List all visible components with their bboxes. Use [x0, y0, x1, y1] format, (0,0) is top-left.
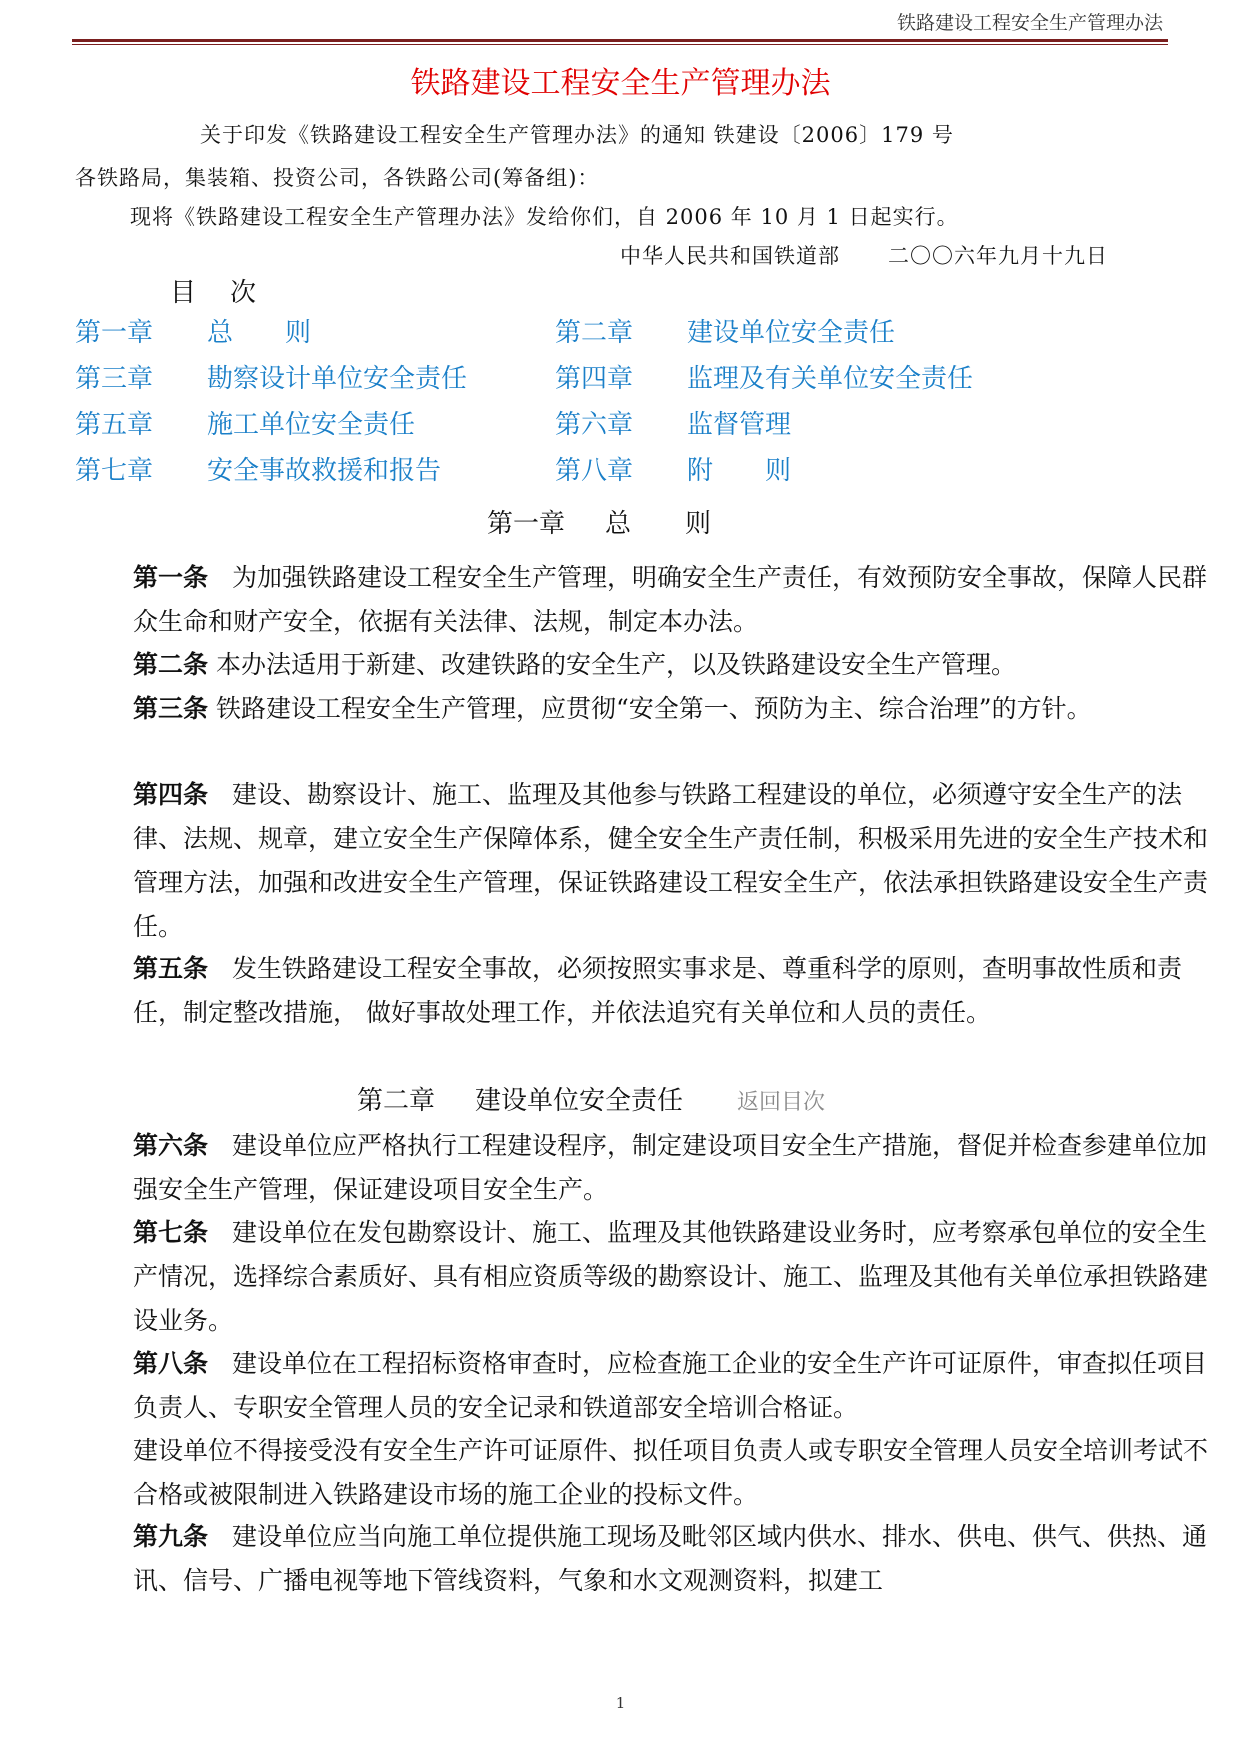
chapter-title: 总则 [605, 509, 766, 539]
article-label: 第五条 [133, 954, 209, 983]
article-9 [75, 1515, 1223, 1603]
article-label: 第三条 [133, 694, 209, 723]
toc-link-chapter-8[interactable] [555, 450, 843, 487]
article-1 [75, 556, 1223, 644]
article-8-paragraph-2 [75, 1429, 1223, 1517]
header-rule [72, 39, 1168, 42]
toc-chapter-number: 第五章 [75, 410, 154, 440]
toc-link-chapter-5[interactable] [75, 404, 415, 441]
toc-link-chapter-7[interactable] [75, 450, 441, 487]
toc-chapter-number: 第四章 [555, 364, 634, 394]
chapter-title: 建设单位安全责任 [475, 1086, 684, 1116]
chapter-heading-1 [487, 503, 765, 540]
toc-chapter-title: 建设单位安全责任 [687, 318, 896, 348]
article-text: 建设单位不得接受没有安全生产许可证原件、拟任项目负责人或专职安全管理人员安全培训考试不合格或被限制进入铁路建设市场的施工企业的投标文件。 [133, 1436, 1209, 1509]
toc-link-chapter-4[interactable] [555, 358, 973, 395]
article-text: 本办法适用于新建、改建铁路的安全生产，以及铁路建设安全生产管理。 [216, 650, 1017, 679]
toc-chapter-title: 施工单位安全责任 [207, 410, 416, 440]
toc-chapter-title: 总则 [207, 318, 364, 348]
article-6 [75, 1124, 1223, 1212]
article-3 [75, 687, 1223, 731]
toc-chapter-number: 第三章 [75, 364, 154, 394]
toc-chapter-number: 第一章 [75, 318, 154, 348]
toc-chapter-number: 第六章 [555, 410, 634, 440]
toc-chapter-number: 第二章 [555, 318, 634, 348]
page-number: 1 [615, 1694, 626, 1712]
article-text: 建设单位应严格执行工程建设程序，制定建设项目安全生产措施，督促并检查参建单位加强安全生产管理，保证建设项目安全生产。 [133, 1131, 1208, 1204]
chapter-heading-2 [357, 1080, 825, 1117]
issue-date: 二〇〇六年九月十九日 [888, 244, 1108, 268]
issuer-org: 中华人民共和国铁道部 [620, 244, 840, 268]
article-text: 建设单位应当向施工单位提供施工现场及毗邻区域内供水、排水、供电、供气、供热、通讯、信号、广播电视等地下管线资料，气象和水文观测资料，拟建工 [133, 1522, 1208, 1595]
toc-chapter-number: 第八章 [555, 456, 634, 486]
article-8 [75, 1342, 1223, 1430]
article-5 [75, 947, 1223, 1035]
article-label: 第二条 [133, 650, 209, 679]
toc-link-chapter-3[interactable] [75, 358, 467, 395]
chapter-number: 第一章 [487, 509, 566, 539]
toc-chapter-title: 监理及有关单位安全责任 [687, 364, 974, 394]
toc-heading: 目次 [170, 278, 291, 308]
toc-link-chapter-2[interactable] [555, 312, 895, 349]
addressee-line: 各铁路局，集装箱、投资公司，各铁路公司(筹备组)： [75, 166, 600, 190]
article-label: 第九条 [133, 1522, 209, 1551]
article-text: 建设单位在工程招标资格审查时，应检查施工企业的安全生产许可证原件，审查拟任项目负责人、专职安全管理人员的安全记录和铁道部安全培训合格证。 [133, 1349, 1208, 1422]
article-text: 铁路建设工程安全生产管理，应贯彻“安全第一、预防为主、综合治理”的方针。 [216, 694, 1092, 723]
article-text: 建设、勘察设计、施工、监理及其他参与铁路工程建设的单位，必须遵守安全生产的法律、法规、规章，建立安全生产保障体系，健全安全生产责任制，积极采用先进的安全生产技术和管理方法，加强和改进安全生产管理，保证铁路建设工程安全生产，依法承担铁路建设安全生产责任。 [133, 780, 1209, 941]
back-to-toc-link[interactable]: 返回目次 [737, 1090, 826, 1115]
header-rule-thin [72, 44, 1168, 45]
article-7 [75, 1211, 1223, 1343]
article-text: 为加强铁路建设工程安全生产管理，明确安全生产责任，有效预防安全事故，保障人民群众生命和财产安全，依据有关法律、法规，制定本办法。 [133, 563, 1208, 636]
article-2 [75, 643, 1223, 687]
article-label: 第六条 [133, 1131, 209, 1160]
toc-chapter-title: 安全事故救援和报告 [207, 456, 442, 486]
article-label: 第四条 [133, 780, 209, 809]
toc-chapter-number: 第七章 [75, 456, 154, 486]
toc-chapter-title: 监督管理 [687, 410, 792, 440]
toc-chapter-title: 附则 [687, 456, 844, 486]
article-label: 第一条 [133, 563, 209, 592]
toc-link-chapter-6[interactable] [555, 404, 791, 441]
article-text: 建设单位在发包勘察设计、施工、监理及其他铁路建设业务时，应考察承包单位的安全生产情况，选择综合素质好、具有相应资质等级的勘察设计、施工、监理及其他有关单位承担铁路建设业务。 [133, 1218, 1209, 1335]
issuer-line [620, 240, 1108, 270]
article-label: 第七条 [133, 1218, 209, 1247]
release-line: 现将《铁路建设工程安全生产管理办法》发给你们，自 2006 年 10 月 1 日起实行。 [130, 205, 959, 229]
toc-chapter-title: 勘察设计单位安全责任 [207, 364, 468, 394]
document-title: 铁路建设工程安全生产管理办法 [410, 66, 831, 101]
article-4 [75, 773, 1223, 949]
running-header: 铁路建设工程安全生产管理办法 [896, 12, 1163, 34]
toc-link-chapter-1[interactable] [75, 312, 363, 349]
article-label: 第八条 [133, 1349, 209, 1378]
chapter-number: 第二章 [357, 1086, 436, 1116]
notice-line: 关于印发《铁路建设工程安全生产管理办法》的通知 铁建设〔2006〕179 号 [200, 123, 954, 147]
article-text: 发生铁路建设工程安全事故，必须按照实事求是、尊重科学的原则，查明事故性质和责任，制定整改措施， 做好事故处理工作，并依法追究有关单位和人员的责任。 [133, 954, 1183, 1027]
